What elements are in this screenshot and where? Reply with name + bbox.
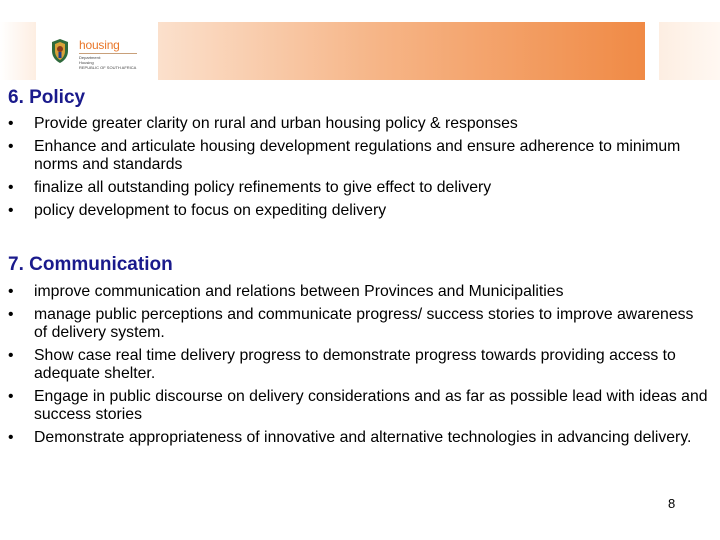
communication-bullet-list — [8, 283, 708, 452]
bullet-marker: • — [8, 429, 14, 446]
bullet-text: Provide greater clarity on rural and urban housing policy & responses — [34, 115, 518, 132]
policy-bullet-list — [8, 115, 708, 225]
bullet-text: Show case real time delivery progress to demonstrate progress towards providing access to adequate shelter. — [34, 347, 676, 382]
logo-subtitle-3: REPUBLIC OF SOUTH AFRICA — [79, 65, 137, 70]
list-item — [8, 388, 708, 424]
logo-subtitle-2: Housing — [79, 60, 94, 65]
list-item — [8, 283, 708, 301]
bullet-marker: • — [8, 283, 14, 300]
bullet-marker: • — [8, 202, 14, 219]
logo-subtitle-1: Department: — [79, 55, 102, 60]
list-item — [8, 347, 708, 383]
logo-rule — [79, 53, 137, 54]
list-item — [8, 179, 708, 197]
bullet-text: Demonstrate appropriateness of innovative and alternative technologies in advancing delivery. — [34, 429, 692, 446]
bullet-text: manage public perceptions and communicate progress/ success stories to improve awareness of delivery system. — [34, 306, 694, 341]
coat-of-arms-icon — [50, 38, 70, 64]
list-item — [8, 429, 708, 447]
header-gradient-bar — [158, 22, 645, 80]
logo-wordmark: housing — [79, 38, 120, 52]
section-title-policy: 6. Policy — [8, 87, 86, 108]
bullet-text: Enhance and articulate housing development regulations and ensure adherence to minimum norms and standards — [34, 138, 681, 173]
bullet-marker: • — [8, 347, 14, 364]
bullet-marker: • — [8, 138, 14, 155]
page-number: 8 — [668, 496, 676, 511]
section-title-communication: 7. Communication — [8, 254, 173, 275]
bullet-marker: • — [8, 388, 14, 405]
bullet-text: Engage in public discourse on delivery considerations and as far as possible lead with ideas and success stories — [34, 388, 708, 423]
bullet-text: improve communication and relations between Provinces and Municipalities — [34, 283, 564, 300]
bullet-marker: • — [8, 179, 14, 196]
bullet-marker: • — [8, 306, 14, 323]
header-bar-left — [0, 22, 36, 80]
bullet-text: finalize all outstanding policy refinements to give effect to delivery — [34, 179, 492, 196]
list-item — [8, 202, 708, 220]
department-logo — [36, 22, 156, 80]
list-item — [8, 115, 708, 133]
header-bar-right — [659, 22, 720, 80]
list-item — [8, 138, 708, 174]
bullet-text: policy development to focus on expediting delivery — [34, 202, 387, 219]
list-item — [8, 306, 708, 342]
bullet-marker: • — [8, 115, 14, 132]
